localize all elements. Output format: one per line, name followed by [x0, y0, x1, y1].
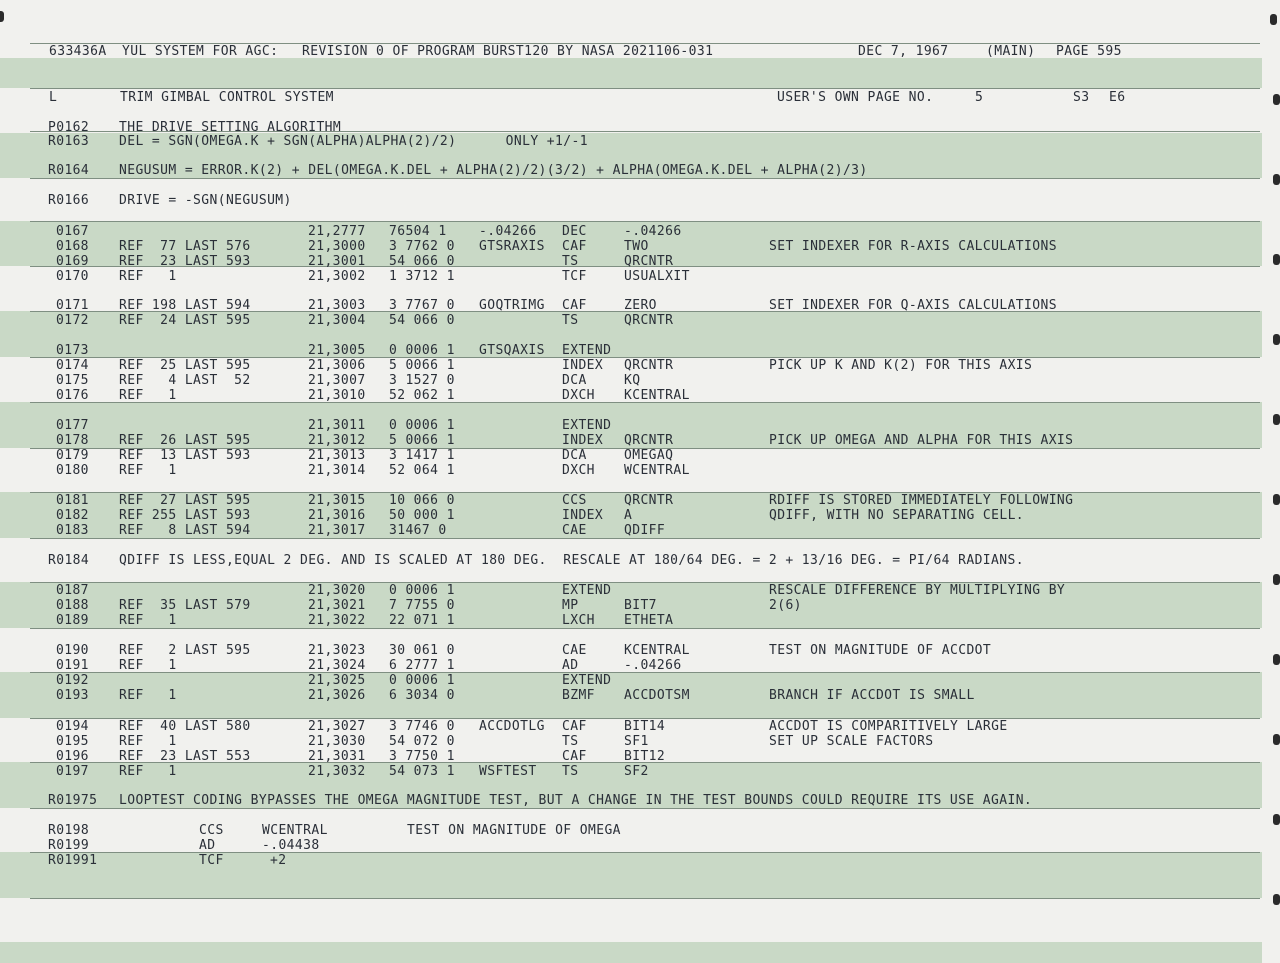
- page-title: TRIM GIMBAL CONTROL SYSTEM: [120, 90, 334, 105]
- operand: QRCNTR: [624, 254, 674, 269]
- comment: SET UP SCALE FACTORS: [769, 734, 934, 749]
- line-number: 0190: [56, 643, 89, 658]
- operand: -.04438: [262, 838, 320, 853]
- page-number: PAGE 595: [1056, 44, 1122, 59]
- tractor-holes-right: [1268, 0, 1278, 963]
- ref-info: REF 35 LAST 579: [119, 598, 251, 613]
- line-number: R0166: [48, 193, 90, 208]
- code-row: [0, 463, 1262, 479]
- line-number: R0184: [48, 553, 90, 568]
- line-number: 0197: [56, 764, 89, 779]
- octal-value: 5 0066 1: [389, 358, 455, 373]
- ref-info: REF 1: [119, 269, 177, 284]
- opcode: EXTEND: [562, 583, 612, 598]
- octal-value: 76504 1: [389, 224, 447, 239]
- ref-info: REF 27 LAST 595: [119, 493, 251, 508]
- code-row: [0, 823, 1262, 839]
- operand: A: [624, 508, 633, 523]
- ref-info: REF 198 LAST 594: [119, 298, 251, 313]
- address: 21,3027: [308, 719, 366, 734]
- remark-text: NEGUSUM = ERROR.K(2) + DEL(OMEGA.K.DEL + ALPHA(2)/2)(3/2) + ALPHA(OMEGA.K.DEL + ALPHA(2)/3): [119, 163, 868, 178]
- feed-hole: [1273, 894, 1280, 905]
- opcode: CAE: [562, 643, 587, 658]
- line-number: 0192: [56, 673, 89, 688]
- operand: QRCNTR: [624, 358, 674, 373]
- ref-info: REF 1: [119, 734, 177, 749]
- line-number: 0179: [56, 448, 89, 463]
- comment: QDIFF, WITH NO SEPARATING CELL.: [769, 508, 1025, 523]
- address: 21,3012: [308, 433, 366, 448]
- ref-info: REF 40 LAST 580: [119, 719, 251, 734]
- octal-value: 50 000 1: [389, 508, 455, 523]
- octal-value: 0 0006 1: [389, 583, 455, 598]
- line-number: 0194: [56, 719, 89, 734]
- line-number: 0169: [56, 254, 89, 269]
- symbol-label: GTSRAXIS: [479, 239, 545, 254]
- address: 21,3032: [308, 764, 366, 779]
- opcode: INDEX: [562, 508, 604, 523]
- remark-text: DRIVE = -SGN(NEGUSUM): [119, 193, 292, 208]
- line-number: 0172: [56, 313, 89, 328]
- line-number: 0177: [56, 418, 89, 433]
- code-row: [0, 269, 1262, 285]
- operand: BIT7: [624, 598, 657, 613]
- line-number: 0168: [56, 239, 89, 254]
- symbol-label: -.04266: [479, 224, 537, 239]
- address: 21,3017: [308, 523, 366, 538]
- opcode: CAF: [562, 749, 587, 764]
- octal-value: 6 2777 1: [389, 658, 455, 673]
- code-row: [0, 433, 1262, 449]
- opcode: TCF: [199, 853, 224, 868]
- address: 21,3015: [308, 493, 366, 508]
- operand: ZERO: [624, 298, 657, 313]
- ref-info: REF 23 LAST 553: [119, 749, 251, 764]
- opcode: DCA: [562, 373, 587, 388]
- remark-line: [0, 793, 1262, 809]
- opcode: MP: [562, 598, 579, 613]
- line-number: 0183: [56, 523, 89, 538]
- system-name: YUL SYSTEM FOR AGC:: [122, 44, 279, 59]
- octal-value: 30 061 0: [389, 643, 455, 658]
- address: 21,3014: [308, 463, 366, 478]
- feed-hole: [1270, 14, 1277, 25]
- octal-value: 3 7767 0: [389, 298, 455, 313]
- address: 21,3007: [308, 373, 366, 388]
- opcode: CCS: [199, 823, 224, 838]
- operand: TWO: [624, 239, 649, 254]
- address: 21,3031: [308, 749, 366, 764]
- octal-value: 54 073 1: [389, 764, 455, 779]
- remark-line: [0, 553, 1262, 569]
- line-number: R01991: [48, 853, 98, 868]
- operand: KQ: [624, 373, 641, 388]
- symbol-label: GOQTRIMG: [479, 298, 545, 313]
- rule-line: [30, 221, 1260, 222]
- line-number: 0188: [56, 598, 89, 613]
- operand: SF2: [624, 764, 649, 779]
- ref-info: REF 23 LAST 593: [119, 254, 251, 269]
- octal-value: 54 066 0: [389, 254, 455, 269]
- ref-info: REF 1: [119, 688, 177, 703]
- opcode: DXCH: [562, 463, 595, 478]
- ref-info: REF 77 LAST 576: [119, 239, 251, 254]
- octal-value: 3 1527 0: [389, 373, 455, 388]
- ref-info: REF 26 LAST 595: [119, 433, 251, 448]
- line-number: 0175: [56, 373, 89, 388]
- code-row: [0, 688, 1262, 704]
- octal-value: 3 1417 1: [389, 448, 455, 463]
- feed-hole: [1273, 94, 1280, 105]
- line-number: P0162: [48, 120, 90, 135]
- ref-info: REF 255 LAST 593: [119, 508, 251, 523]
- line-number: R0199: [48, 838, 90, 853]
- code-row: [0, 523, 1262, 539]
- symbol-label: WSFTEST: [479, 764, 537, 779]
- address: 21,3002: [308, 269, 366, 284]
- comment: SET INDEXER FOR R-AXIS CALCULATIONS: [769, 239, 1057, 254]
- opcode: TS: [562, 764, 579, 779]
- comment: ACCDOT IS COMPARITIVELY LARGE: [769, 719, 1008, 734]
- ref-info: REF 1: [119, 658, 177, 673]
- ref-info: REF 8 LAST 594: [119, 523, 251, 538]
- type-code: L: [49, 90, 58, 105]
- code-row: [0, 493, 1262, 509]
- ref-info: REF 4 LAST 52: [119, 373, 251, 388]
- code-row: [0, 583, 1262, 599]
- address: 21,3016: [308, 508, 366, 523]
- code-row: [0, 643, 1262, 659]
- operand: SF1: [624, 734, 649, 749]
- ref-info: REF 24 LAST 595: [119, 313, 251, 328]
- address: 21,3021: [308, 598, 366, 613]
- job-id: 633436A: [49, 44, 107, 59]
- opcode: TCF: [562, 269, 587, 284]
- operand: QRCNTR: [624, 313, 674, 328]
- code-row: [0, 373, 1262, 389]
- feed-hole: [0, 11, 4, 22]
- line-number: R0198: [48, 823, 90, 838]
- octal-value: 54 066 0: [389, 313, 455, 328]
- octal-value: 3 7750 1: [389, 749, 455, 764]
- ref-info: REF 2 LAST 595: [119, 643, 251, 658]
- feed-hole: [1273, 414, 1280, 425]
- print-date: DEC 7, 1967: [858, 44, 949, 59]
- comment: TEST ON MAGNITUDE OF ACCDOT: [769, 643, 992, 658]
- code-row: [0, 673, 1262, 689]
- octal-value: 0 0006 1: [389, 418, 455, 433]
- code-row: [0, 749, 1262, 765]
- feed-hole: [1273, 734, 1280, 745]
- code-row: [0, 838, 1262, 854]
- line-number: 0191: [56, 658, 89, 673]
- green-bar: [0, 58, 1262, 88]
- operand: BIT12: [624, 749, 666, 764]
- feed-hole: [1273, 814, 1280, 825]
- octal-value: 52 064 1: [389, 463, 455, 478]
- operand: QRCNTR: [624, 433, 674, 448]
- remark-text: LOOPTEST CODING BYPASSES THE OMEGA MAGNITUDE TEST, BUT A CHANGE IN THE TEST BOUNDS COULD REQUIRE ITS USE AGAIN.: [119, 793, 1033, 808]
- address: 21,3003: [308, 298, 366, 313]
- comment: PICK UP K AND K(2) FOR THIS AXIS: [769, 358, 1033, 373]
- opcode: LXCH: [562, 613, 595, 628]
- line-number: 0196: [56, 749, 89, 764]
- log-section-header: [0, 90, 1262, 106]
- line-number: 0173: [56, 343, 89, 358]
- page-header: [0, 44, 1262, 60]
- remark-text: DEL = SGN(OMEGA.K + SGN(ALPHA)ALPHA(2)/2) ONLY +1/-1: [119, 134, 588, 149]
- code-row: [0, 358, 1262, 374]
- comment: RDIFF IS STORED IMMEDIATELY FOLLOWING: [769, 493, 1074, 508]
- users-page-label: USER'S OWN PAGE NO.: [777, 90, 934, 105]
- operand: WCENTRAL: [262, 823, 328, 838]
- opcode: TS: [562, 254, 579, 269]
- feed-hole: [1273, 574, 1280, 585]
- octal-value: 0 0006 1: [389, 343, 455, 358]
- opcode: AD: [199, 838, 216, 853]
- line-number: 0195: [56, 734, 89, 749]
- code-row: [0, 658, 1262, 674]
- ref-info: REF 13 LAST 593: [119, 448, 251, 463]
- code-row: [0, 388, 1262, 404]
- opcode: CAF: [562, 719, 587, 734]
- code-row: [0, 613, 1262, 629]
- ref-info: REF 1: [119, 613, 177, 628]
- line-number: 0167: [56, 224, 89, 239]
- code-row: [0, 343, 1262, 359]
- line-number: 0171: [56, 298, 89, 313]
- octal-value: 5 0066 1: [389, 433, 455, 448]
- opcode: INDEX: [562, 433, 604, 448]
- code-row: [0, 734, 1262, 750]
- line-number: 0193: [56, 688, 89, 703]
- address: 21,3025: [308, 673, 366, 688]
- opcode: CAF: [562, 298, 587, 313]
- line-number: 0181: [56, 493, 89, 508]
- feed-hole: [1273, 494, 1280, 505]
- address: 21,3010: [308, 388, 366, 403]
- opcode: EXTEND: [562, 673, 612, 688]
- octal-value: 52 062 1: [389, 388, 455, 403]
- code-row: [0, 508, 1262, 524]
- operand: KCENTRAL: [624, 388, 690, 403]
- rule-line: [30, 88, 1260, 89]
- address: 21,2777: [308, 224, 366, 239]
- e-code: E6: [1109, 90, 1126, 105]
- address: 21,3026: [308, 688, 366, 703]
- octal-value: 10 066 0: [389, 493, 455, 508]
- revision-text: REVISION 0 OF PROGRAM BURST120 BY NASA 2021106-031: [302, 44, 714, 59]
- code-row: [0, 239, 1262, 255]
- rule-line: [30, 898, 1260, 899]
- octal-value: 22 071 1: [389, 613, 455, 628]
- opcode: TS: [562, 313, 579, 328]
- remark-line: [0, 134, 1262, 150]
- octal-value: 7 7755 0: [389, 598, 455, 613]
- comment: SET INDEXER FOR Q-AXIS CALCULATIONS: [769, 298, 1057, 313]
- opcode: CAE: [562, 523, 587, 538]
- code-row: [0, 224, 1262, 240]
- line-number: 0170: [56, 269, 89, 284]
- line-number: 0174: [56, 358, 89, 373]
- comment: PICK UP OMEGA AND ALPHA FOR THIS AXIS: [769, 433, 1074, 448]
- operand: USUALXIT: [624, 269, 690, 284]
- operand: -.04266: [624, 658, 682, 673]
- address: 21,3004: [308, 313, 366, 328]
- operand: BIT14: [624, 719, 666, 734]
- operand: QRCNTR: [624, 493, 674, 508]
- line-number: R0164: [48, 163, 90, 178]
- code-row: [0, 719, 1262, 735]
- feed-hole: [1273, 334, 1280, 345]
- octal-value: 0 0006 1: [389, 673, 455, 688]
- opcode: TS: [562, 734, 579, 749]
- line-number: 0178: [56, 433, 89, 448]
- opcode: CAF: [562, 239, 587, 254]
- operand: ETHETA: [624, 613, 674, 628]
- comment: BRANCH IF ACCDOT IS SMALL: [769, 688, 975, 703]
- symbol-label: GTSQAXIS: [479, 343, 545, 358]
- line-number: 0182: [56, 508, 89, 523]
- line-number: 0176: [56, 388, 89, 403]
- opcode: DCA: [562, 448, 587, 463]
- line-number: R01975: [48, 793, 98, 808]
- ref-info: REF 1: [119, 388, 177, 403]
- ref-info: REF 1: [119, 463, 177, 478]
- code-row: [0, 598, 1262, 614]
- address: 21,3024: [308, 658, 366, 673]
- feed-hole: [1273, 174, 1280, 185]
- operand: KCENTRAL: [624, 643, 690, 658]
- opcode: AD: [562, 658, 579, 673]
- address: 21,3013: [308, 448, 366, 463]
- comment: 2(6): [769, 598, 802, 613]
- remark-text: QDIFF IS LESS,EQUAL 2 DEG. AND IS SCALED AT 180 DEG. RESCALE AT 180/64 DEG. = 2 + 13/16 DEG. = PI/64 RADIANS.: [119, 553, 1024, 568]
- operand: -.04266: [624, 224, 682, 239]
- green-bar: [0, 942, 1262, 963]
- ref-info: REF 1: [119, 764, 177, 779]
- octal-value: 31467 0: [389, 523, 447, 538]
- line-number: 0187: [56, 583, 89, 598]
- operand: WCENTRAL: [624, 463, 690, 478]
- opcode: CCS: [562, 493, 587, 508]
- symbol-label: ACCDOTLG: [479, 719, 545, 734]
- remark-text: THE DRIVE SETTING ALGORITHM: [119, 120, 342, 135]
- address: 21,3005: [308, 343, 366, 358]
- address: 21,3011: [308, 418, 366, 433]
- operand: ACCDOTSM: [624, 688, 690, 703]
- octal-value: 1 3712 1: [389, 269, 455, 284]
- section-name: (MAIN): [986, 44, 1036, 59]
- opcode: INDEX: [562, 358, 604, 373]
- code-row: [0, 313, 1262, 329]
- address: 21,3023: [308, 643, 366, 658]
- remark-line: [0, 163, 1262, 179]
- feed-hole: [1273, 254, 1280, 265]
- opcode: BZMF: [562, 688, 595, 703]
- address: 21,3001: [308, 254, 366, 269]
- operand: OMEGAQ: [624, 448, 674, 463]
- opcode: EXTEND: [562, 418, 612, 433]
- octal-value: 3 7762 0: [389, 239, 455, 254]
- users-page-number: 5: [975, 90, 984, 105]
- octal-value: 54 072 0: [389, 734, 455, 749]
- opcode: EXTEND: [562, 343, 612, 358]
- octal-value: 6 3034 0: [389, 688, 455, 703]
- address: 21,3000: [308, 239, 366, 254]
- address: 21,3020: [308, 583, 366, 598]
- comment: TEST ON MAGNITUDE OF OMEGA: [407, 823, 621, 838]
- feed-hole: [1273, 654, 1280, 665]
- code-row: [0, 853, 1262, 869]
- s-code: S3: [1073, 90, 1090, 105]
- address: 21,3006: [308, 358, 366, 373]
- line-number: 0189: [56, 613, 89, 628]
- code-row: [0, 448, 1262, 464]
- operand: +2: [270, 853, 287, 868]
- code-row: [0, 298, 1262, 314]
- opcode: DXCH: [562, 388, 595, 403]
- address: 21,3022: [308, 613, 366, 628]
- code-row: [0, 418, 1262, 434]
- ref-info: REF 25 LAST 595: [119, 358, 251, 373]
- comment: RESCALE DIFFERENCE BY MULTIPLYING BY: [769, 583, 1066, 598]
- remark-line: [0, 193, 1262, 209]
- code-row: [0, 254, 1262, 270]
- address: 21,3030: [308, 734, 366, 749]
- line-number: 0180: [56, 463, 89, 478]
- line-number: R0163: [48, 134, 90, 149]
- operand: QDIFF: [624, 523, 666, 538]
- code-row: [0, 764, 1262, 780]
- opcode: DEC: [562, 224, 587, 239]
- octal-value: 3 7746 0: [389, 719, 455, 734]
